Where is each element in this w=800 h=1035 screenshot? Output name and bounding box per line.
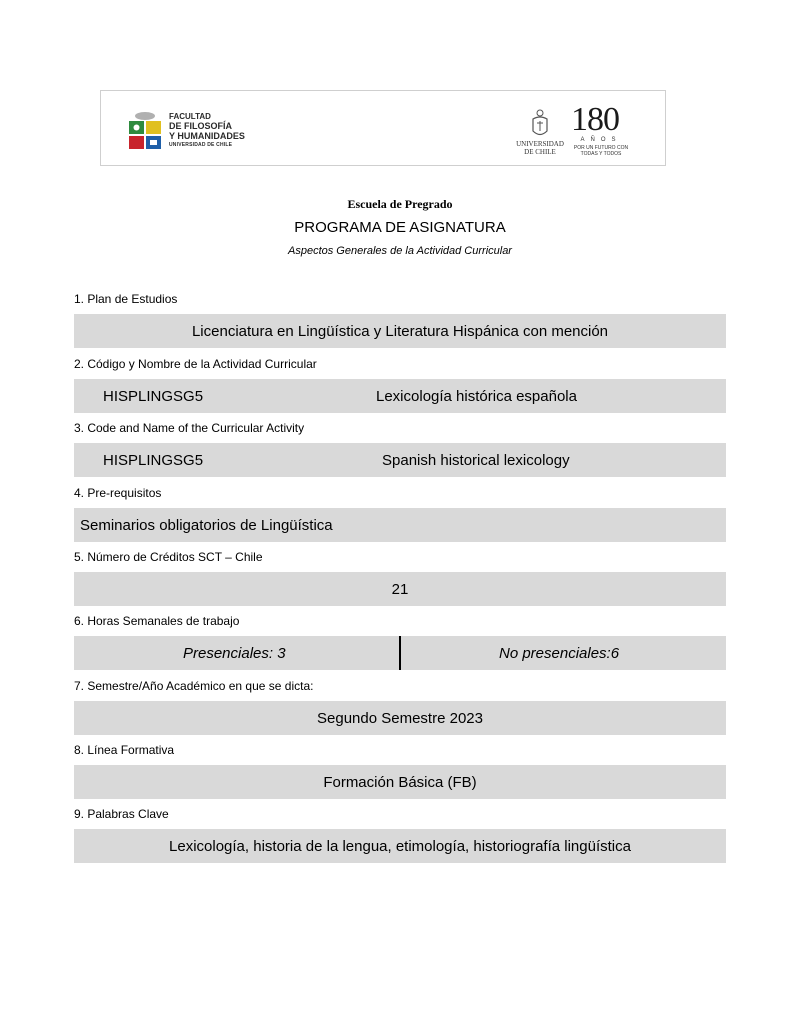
- university-name: [509, 140, 571, 156]
- semestre-label: 7. Semestre/Año Académico en que se dicta:: [74, 679, 314, 693]
- horas-field: [74, 636, 726, 670]
- anniversary-number: 180: [571, 101, 619, 138]
- faculty-logo-icon: [127, 111, 163, 151]
- code-en-name: Spanish historical lexicology: [382, 451, 570, 469]
- horas-divider: [399, 636, 401, 670]
- horas-presenciales: Presenciales: 3: [183, 644, 286, 662]
- university-seal-icon: [529, 109, 551, 139]
- codigo-code: HISPLINGSG5: [103, 387, 204, 405]
- code-en-label: 3. Code and Name of the Curricular Activity: [74, 421, 305, 435]
- tagline-line-1: POR UN FUTURO CON: [573, 145, 629, 151]
- university-line-2: DE CHILE: [524, 148, 556, 156]
- linea-label: 8. Línea Formativa: [74, 743, 175, 757]
- plan-field: [74, 314, 726, 348]
- faculty-line-4: UNIVERSIDAD DE CHILE: [169, 142, 233, 148]
- tagline-line-2: TODAS Y TODOS: [580, 151, 622, 157]
- program-subtitle: Aspectos Generales de la Actividad Curricular: [288, 245, 512, 257]
- plan-label: 1. Plan de Estudios: [74, 292, 178, 306]
- creditos-field: [74, 572, 726, 606]
- horas-label: 6. Horas Semanales de trabajo: [74, 614, 240, 628]
- creditos-value: 21: [391, 580, 409, 598]
- codigo-field: [74, 379, 726, 413]
- semestre-value: Segundo Semestre 2023: [317, 709, 483, 727]
- prereq-field: [74, 508, 726, 542]
- prereq-value: Seminarios obligatorios de Lingüística: [80, 516, 333, 534]
- palabras-field: [74, 829, 726, 863]
- creditos-label: 5. Número de Créditos SCT – Chile: [74, 550, 263, 564]
- prereq-label: 4. Pre-requisitos: [74, 486, 162, 500]
- palabras-label: 9. Palabras Clave: [74, 807, 169, 821]
- code-en-code: HISPLINGSG5: [103, 451, 204, 469]
- school-title: Escuela de Pregrado: [347, 197, 453, 211]
- codigo-name: Lexicología histórica española: [376, 387, 577, 405]
- code-en-field: [74, 443, 726, 477]
- horas-no-presenciales: No presenciales:6: [499, 644, 620, 662]
- faculty-name: [169, 113, 245, 148]
- codigo-label: 2. Código y Nombre de la Actividad Curricular: [74, 357, 317, 371]
- semestre-field: [74, 701, 726, 735]
- linea-value: Formación Básica (FB): [323, 773, 477, 791]
- linea-field: [74, 765, 726, 799]
- plan-value: Licenciatura en Lingüística y Literatura Hispánica con mención: [191, 322, 609, 340]
- palabras-value: Lexicología, historia de la lengua, etimología, historiografía lingüística: [169, 837, 631, 855]
- university-line-1: UNIVERSIDAD: [516, 140, 564, 148]
- faculty-line-1: FACULTAD: [169, 112, 211, 121]
- faculty-line-3: Y HUMANIDADES: [169, 131, 245, 141]
- header-logos: [100, 90, 666, 166]
- faculty-line-2: DE FILOSOFÍA: [169, 121, 232, 131]
- anniversary-word: AÑOS: [580, 137, 622, 143]
- program-title: PROGRAMA DE ASIGNATURA: [294, 219, 506, 236]
- anniversary-tagline: [567, 145, 635, 157]
